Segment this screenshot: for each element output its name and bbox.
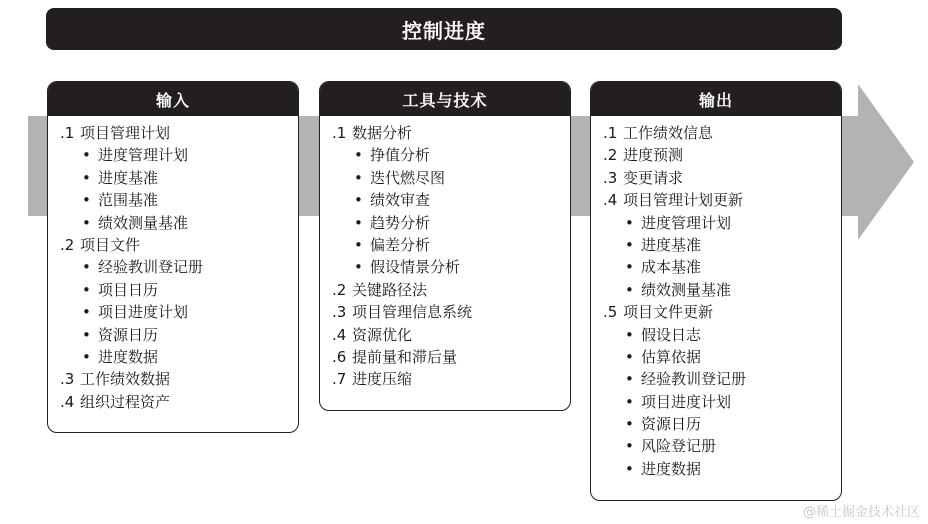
inputs-sub-item bbox=[60, 144, 298, 166]
item-number: .7 bbox=[332, 370, 347, 389]
bullet-icon: • bbox=[625, 347, 634, 366]
sub-item-label: 经验教训登记册 bbox=[98, 258, 204, 277]
item-label: 进度预测 bbox=[623, 146, 684, 165]
sub-item-label: 趋势分析 bbox=[370, 213, 431, 232]
outputs-sub-item bbox=[603, 279, 841, 301]
inputs-sub-item bbox=[60, 212, 298, 234]
outputs-list bbox=[591, 116, 841, 480]
sub-item-label: 项目日历 bbox=[98, 280, 159, 299]
sub-item-label: 绩效测量基准 bbox=[641, 280, 732, 299]
bullet-icon: • bbox=[625, 459, 634, 478]
bullet-icon: • bbox=[625, 280, 634, 299]
outputs-item bbox=[603, 189, 841, 211]
sub-item-label: 进度基准 bbox=[98, 168, 159, 187]
bullet-icon: • bbox=[354, 168, 363, 187]
bullet-icon: • bbox=[625, 370, 634, 389]
page-title: 控制进度 bbox=[46, 8, 842, 50]
item-label: 关键路径法 bbox=[352, 280, 428, 299]
bullet-icon: • bbox=[625, 213, 634, 232]
outputs-sub-item bbox=[603, 234, 841, 256]
inputs-item bbox=[60, 368, 298, 390]
tools-sub-item bbox=[332, 234, 570, 256]
inputs-header: 输入 bbox=[48, 82, 298, 116]
item-number: .3 bbox=[603, 168, 618, 187]
outputs-sub-item bbox=[603, 413, 841, 435]
bullet-icon: • bbox=[82, 191, 91, 210]
bullet-icon: • bbox=[82, 213, 91, 232]
tools-item bbox=[332, 301, 570, 323]
tools-item bbox=[332, 279, 570, 301]
sub-item-label: 项目进度计划 bbox=[98, 303, 189, 322]
sub-item-label: 资源日历 bbox=[98, 325, 159, 344]
bullet-icon: • bbox=[82, 325, 91, 344]
outputs-panel bbox=[590, 81, 842, 501]
outputs-header: 输出 bbox=[591, 82, 841, 116]
outputs-item bbox=[603, 301, 841, 323]
item-label: 工作绩效信息 bbox=[623, 124, 714, 142]
sub-item-label: 假设日志 bbox=[641, 325, 702, 344]
bullet-icon: • bbox=[82, 146, 91, 165]
bullet-icon: • bbox=[82, 258, 91, 277]
sub-item-label: 范围基准 bbox=[98, 191, 159, 210]
bullet-icon: • bbox=[82, 280, 91, 299]
item-number: .2 bbox=[60, 235, 75, 254]
inputs-sub-item bbox=[60, 189, 298, 211]
outputs-sub-item bbox=[603, 256, 841, 278]
item-label: 项目管理计划更新 bbox=[623, 191, 744, 210]
outputs-sub-item bbox=[603, 212, 841, 234]
tools-sub-item bbox=[332, 144, 570, 166]
inputs-item bbox=[60, 234, 298, 256]
outputs-sub-item bbox=[603, 346, 841, 368]
outputs-sub-item bbox=[603, 458, 841, 480]
tools-header: 工具与技术 bbox=[320, 82, 570, 116]
sub-item-label: 风险登记册 bbox=[641, 437, 717, 456]
inputs-list bbox=[48, 116, 298, 413]
inputs-sub-item bbox=[60, 301, 298, 323]
inputs-sub-item bbox=[60, 346, 298, 368]
bullet-icon: • bbox=[625, 235, 634, 254]
sub-item-label: 假设情景分析 bbox=[370, 258, 461, 277]
bullet-icon: • bbox=[354, 146, 363, 165]
outputs-sub-item bbox=[603, 324, 841, 346]
item-label: 工作绩效数据 bbox=[80, 370, 171, 389]
outputs-item bbox=[603, 122, 841, 144]
item-number: .5 bbox=[603, 303, 618, 322]
item-label: 变更请求 bbox=[623, 168, 684, 187]
sub-item-label: 经验教训登记册 bbox=[641, 370, 747, 389]
inputs-sub-item bbox=[60, 256, 298, 278]
inputs-item bbox=[60, 122, 298, 144]
item-number: .4 bbox=[332, 325, 347, 344]
item-label: 数据分析 bbox=[352, 124, 413, 142]
item-label: 进度压缩 bbox=[352, 370, 413, 389]
item-label: 资源优化 bbox=[352, 325, 413, 344]
item-number: .2 bbox=[603, 146, 618, 165]
tools-sub-item bbox=[332, 189, 570, 211]
inputs-sub-item bbox=[60, 279, 298, 301]
bullet-icon: • bbox=[354, 235, 363, 254]
item-label: 组织过程资产 bbox=[80, 392, 171, 411]
bullet-icon: • bbox=[354, 258, 363, 277]
item-number: .3 bbox=[60, 370, 75, 389]
item-number: .1 bbox=[332, 124, 347, 142]
bullet-icon: • bbox=[625, 415, 634, 434]
sub-item-label: 绩效审查 bbox=[370, 191, 431, 210]
outputs-item bbox=[603, 144, 841, 166]
sub-item-label: 挣值分析 bbox=[370, 146, 431, 165]
bullet-icon: • bbox=[354, 191, 363, 210]
tools-panel bbox=[319, 81, 571, 411]
sub-item-label: 迭代燃尽图 bbox=[370, 168, 446, 187]
item-number: .1 bbox=[60, 124, 75, 142]
tools-list bbox=[320, 116, 570, 391]
inputs-sub-item bbox=[60, 324, 298, 346]
sub-item-label: 项目进度计划 bbox=[641, 392, 732, 411]
sub-item-label: 进度基准 bbox=[641, 235, 702, 254]
bullet-icon: • bbox=[625, 437, 634, 456]
outputs-item bbox=[603, 167, 841, 189]
item-label: 项目文件更新 bbox=[623, 303, 714, 322]
outputs-sub-item bbox=[603, 391, 841, 413]
item-label: 项目文件 bbox=[80, 235, 141, 254]
inputs-panel bbox=[47, 81, 299, 433]
bullet-icon: • bbox=[625, 325, 634, 344]
tools-item bbox=[332, 368, 570, 390]
sub-item-label: 偏差分析 bbox=[370, 235, 431, 254]
item-label: 提前量和滞后量 bbox=[352, 347, 458, 366]
bullet-icon: • bbox=[82, 303, 91, 322]
inputs-item bbox=[60, 391, 298, 413]
sub-item-label: 成本基准 bbox=[641, 258, 702, 277]
inputs-sub-item bbox=[60, 167, 298, 189]
item-label: 项目管理计划 bbox=[80, 124, 171, 142]
item-number: .1 bbox=[603, 124, 618, 142]
bullet-icon: • bbox=[625, 258, 634, 277]
outputs-sub-item bbox=[603, 368, 841, 390]
item-number: .3 bbox=[332, 303, 347, 322]
item-label: 项目管理信息系统 bbox=[352, 303, 473, 322]
item-number: .2 bbox=[332, 280, 347, 299]
tools-item bbox=[332, 324, 570, 346]
tools-sub-item bbox=[332, 212, 570, 234]
tools-item bbox=[332, 346, 570, 368]
sub-item-label: 资源日历 bbox=[641, 415, 702, 434]
item-number: .4 bbox=[603, 191, 618, 210]
sub-item-label: 进度数据 bbox=[98, 347, 159, 366]
tools-sub-item bbox=[332, 167, 570, 189]
watermark: @稀土掘金技术社区 bbox=[802, 505, 920, 520]
tools-sub-item bbox=[332, 256, 570, 278]
item-number: .4 bbox=[60, 392, 75, 411]
outputs-sub-item bbox=[603, 435, 841, 457]
tools-item bbox=[332, 122, 570, 144]
sub-item-label: 进度管理计划 bbox=[98, 146, 189, 165]
sub-item-label: 进度管理计划 bbox=[641, 213, 732, 232]
sub-item-label: 进度数据 bbox=[641, 459, 702, 478]
bullet-icon: • bbox=[82, 347, 91, 366]
bullet-icon: • bbox=[625, 392, 634, 411]
bullet-icon: • bbox=[354, 213, 363, 232]
item-number: .6 bbox=[332, 347, 347, 366]
sub-item-label: 绩效测量基准 bbox=[98, 213, 189, 232]
bullet-icon: • bbox=[82, 168, 91, 187]
sub-item-label: 估算依据 bbox=[641, 347, 702, 366]
